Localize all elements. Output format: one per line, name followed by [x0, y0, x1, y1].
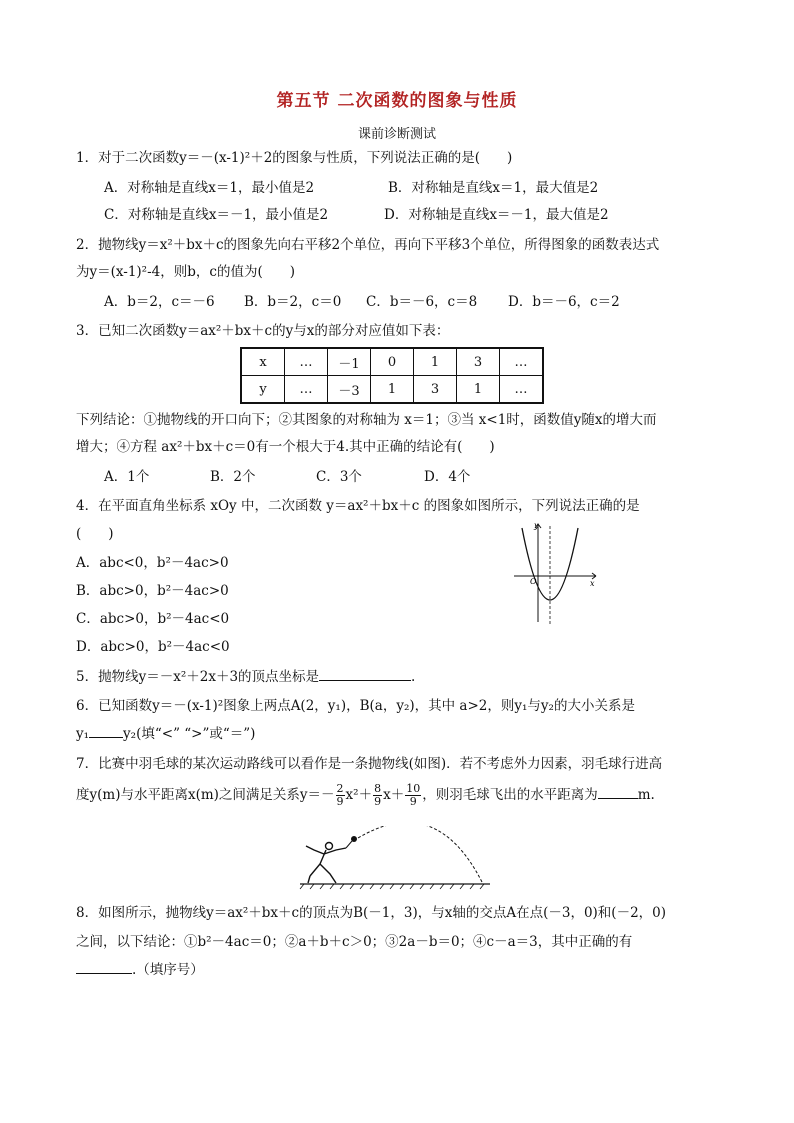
q7-unit: m.: [637, 787, 655, 803]
q7-text-pre: 度y(m)与水平距离x(m)之间满足关系y＝－: [76, 787, 335, 803]
q8-end: .（填序号）: [132, 962, 204, 978]
q3-option-a: A．1个: [104, 469, 150, 485]
q7-term: x＋: [383, 787, 405, 803]
table-cell: 0: [371, 348, 414, 376]
q4-option-b: B．abc>0，b²－4ac>0: [76, 583, 229, 599]
table-cell: －1: [328, 348, 371, 376]
q5-answer-blank: [319, 680, 411, 681]
fraction-10-9: $\frac{10}{9}$: [406, 782, 421, 808]
q3-stem: 3．已知二次函数y＝ax²＋bx＋c的y与x的部分对应值如下表：: [76, 323, 450, 339]
table-cell: 1: [414, 348, 457, 376]
q7-text-post: ，则羽毛球飞出的水平距离为: [422, 787, 598, 803]
x-axis-label: x: [590, 579, 595, 588]
table-cell: x: [241, 348, 285, 376]
q1-option-d: D．对称轴是直线x＝－1，最大值是2: [384, 207, 609, 223]
q8-stem-line2: 之间，以下结论：①b²－4ac＝0；②a＋b＋c＞0；③2a－b＝0；④c－a＝3，其中正确的有: [76, 934, 633, 950]
q4-parabola-graph: [508, 518, 604, 628]
q4-stem-line2: ( ): [76, 526, 114, 542]
q6-stem-line2: [76, 725, 255, 743]
q5-text: 5．抛物线y＝－x²＋2x＋3的顶点坐标是: [76, 669, 320, 685]
q5-end: .: [411, 669, 416, 685]
ground-hatching: [300, 884, 484, 889]
q2-option-d: D．b＝－6，c＝2: [508, 294, 620, 310]
q7-stem-line1: 7．比赛中羽毛球的某次运动路线可以看作是一条抛物线(如图)．若不考虑外力因素，羽毛球行进高: [76, 756, 663, 772]
q4-stem-line1: 4．在平面直角坐标系 xOy 中，二次函数 y＝ax²＋bx＋c 的图象如图所示，下列说法正确的是: [76, 498, 640, 514]
table-row-x: [241, 348, 543, 376]
q4-option-c: C．abc>0，b²－4ac<0: [76, 611, 230, 627]
page-title: 第五节 二次函数的图象与性质: [276, 91, 518, 111]
q8-stem-line3: [76, 961, 204, 979]
racket-handle: [346, 841, 352, 848]
q1-option-b: B．对称轴是直线x＝1，最大值是2: [388, 180, 599, 196]
q8-stem-line1: 8．如图所示，抛物线y＝ax²＋bx＋c的顶点为B(－1，3)，与x轴的交点A在点(－3，0)和(－2，0): [76, 905, 667, 921]
table-cell: －3: [328, 376, 371, 404]
q2-option-a: A．b＝2，c＝－6: [104, 294, 215, 310]
q1-option-a: A．对称轴是直线x＝1，最小值是2: [104, 180, 315, 196]
q2-stem-line1: 2．抛物线y＝x²＋bx＋c的图象先向右平移2个单位，再向下平移3个单位，所得图象的函数表达式: [76, 237, 660, 253]
section-subtitle: 课前诊断测试: [357, 127, 436, 142]
q3-option-c: C．3个: [316, 469, 362, 485]
q7-term: x²＋: [345, 787, 373, 803]
q6-y2-hint: y₂(填“<” “>”或“＝”): [123, 726, 256, 742]
q3-option-d: D．4个: [424, 469, 471, 485]
table-cell: 3: [414, 376, 457, 404]
q7-stem-line2: [76, 780, 655, 810]
q3-value-table: [240, 347, 544, 404]
table-cell: 3: [457, 348, 500, 376]
q7-answer-blank: [598, 798, 638, 799]
q8-answer-blank: [76, 973, 132, 974]
origin-label: O: [530, 577, 537, 586]
q3-conclusions-line1: 下列结论：①抛物线的开口向下；②其图象的对称轴为 x＝1；③当 x<1时，函数值y随x的增大而: [76, 412, 657, 428]
q6-y1: y₁: [76, 726, 90, 742]
q2-stem-line2: 为y＝(x-1)²-4，则b，c的值为( ): [76, 264, 295, 280]
q6-answer-blank: [89, 737, 123, 738]
shuttlecock: [351, 836, 357, 842]
q3-conclusions-line2: 增大；④方程 ax²＋bx＋c＝0有一个根大于4.其中正确的结论有( ): [76, 439, 495, 455]
table-cell: 1: [457, 376, 500, 404]
player-figure: [306, 843, 346, 884]
table-cell: …: [285, 348, 328, 376]
q4-option-a: A．abc<0，b²－4ac>0: [76, 555, 229, 571]
table-cell: 1: [371, 376, 414, 404]
q2-option-c: C．b＝－6，c＝8: [366, 294, 478, 310]
badminton-trajectory-figure: [296, 826, 496, 892]
q2-option-b: B．b＝2，c＝0: [244, 294, 342, 310]
y-axis-label: y: [534, 521, 539, 530]
q5-stem: [76, 668, 415, 686]
table-cell: …: [500, 376, 544, 404]
table-cell: …: [285, 376, 328, 404]
q1-stem: 1．对于二次函数y＝－(x-1)²＋2的图象与性质，下列说法正确的是( ): [76, 150, 513, 166]
table-cell: y: [241, 376, 285, 404]
table-row-y: [241, 376, 543, 404]
fraction-2-9: $\frac{2}{9}$: [336, 782, 344, 808]
q6-stem-line1: 6．已知函数y＝－(x-1)²图象上两点A(2，y₁)，B(a，y₂)，其中 a>2，则y₁与y₂的大小关系是: [76, 698, 635, 714]
q3-option-b: B．2个: [210, 469, 256, 485]
q4-option-d: D．abc>0，b²－4ac<0: [76, 639, 230, 655]
fraction-8-9: $\frac{8}{9}$: [374, 782, 382, 808]
trajectory-curve: [358, 826, 482, 882]
q1-option-c: C．对称轴是直线x＝－1，最小值是2: [104, 207, 329, 223]
table-cell: …: [500, 348, 544, 376]
